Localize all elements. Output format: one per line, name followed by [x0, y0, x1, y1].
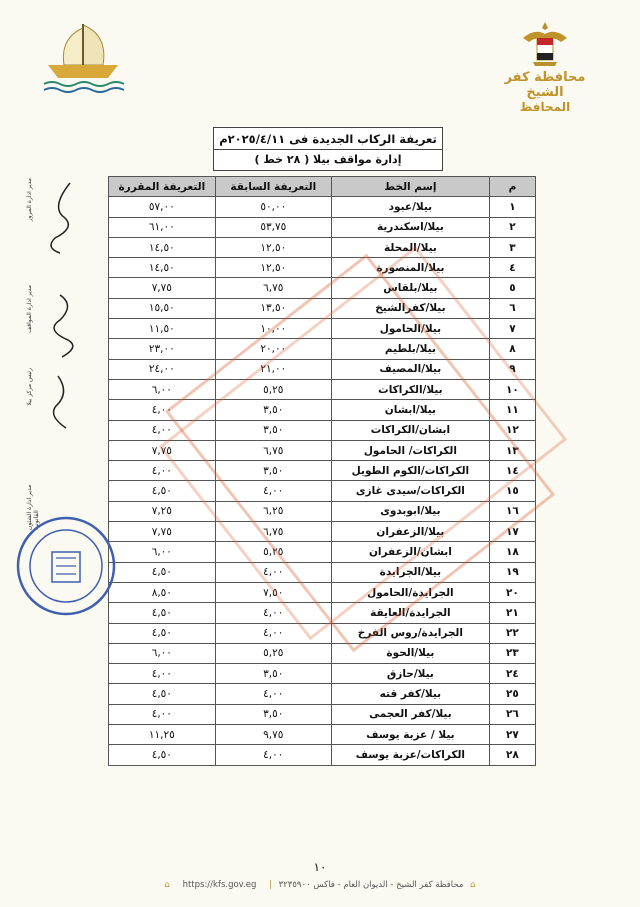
signature-icon: [40, 178, 80, 258]
governorate-name: محافظة كفر الشيخ: [504, 70, 586, 100]
line-name: بيلا/عبود: [331, 197, 489, 217]
new-fare: ٤,٥٠: [109, 623, 216, 643]
new-fare: ٤,٠٠: [109, 400, 216, 420]
table-row: [109, 461, 536, 481]
website-link[interactable]: https://kfs.gov.eg: [182, 880, 257, 890]
previous-fare: ٤,٠٠: [215, 603, 331, 623]
row-number: ٢٦: [489, 704, 535, 724]
footer-text: محافظة كفر الشيخ - الديوان العام - فاكس ٣٢٣٥٩٠٠: [278, 880, 464, 890]
table-row: [109, 623, 536, 643]
row-number: ٢٥: [489, 684, 535, 704]
line-name: بيلا/الجرايدة: [331, 562, 489, 582]
document-title: تعريفة الركاب الجديدة فى ٢٠٢٥/٤/١١م: [214, 128, 442, 150]
line-name: بيلا/حازق: [331, 664, 489, 684]
line-name: بيلا/بلقاس: [331, 278, 489, 298]
signature-label: مدير ادارة المواقف: [26, 285, 33, 334]
bullet-icon: ⌂: [164, 880, 170, 890]
new-fare: ٤,٠٠: [109, 704, 216, 724]
table-row: [109, 643, 536, 663]
previous-fare: ٣,٥٠: [215, 461, 331, 481]
row-number: ٧: [489, 319, 535, 339]
signature-label: رئيس مركز بيلا: [26, 368, 33, 406]
line-name: بيلا / عزبة يوسف: [331, 725, 489, 745]
signature-label: مدير ادارة الشئون القانونية: [26, 484, 40, 530]
table-row: [109, 237, 536, 257]
header-new-fare: التعريفة المقررة: [109, 177, 216, 197]
governorate-logo: [490, 18, 600, 114]
table-row: [109, 481, 536, 501]
new-fare: ٤,٠٠: [109, 664, 216, 684]
previous-fare: ٦,٢٥: [215, 501, 331, 521]
previous-fare: ٦,٧٥: [215, 522, 331, 542]
table-row: [109, 278, 536, 298]
row-number: ٢: [489, 217, 535, 237]
previous-fare: ٥٣,٧٥: [215, 217, 331, 237]
signature-icon: [40, 285, 85, 365]
row-number: ٢٢: [489, 623, 535, 643]
previous-fare: ٣,٥٠: [215, 400, 331, 420]
new-fare: ٤,٠٠: [109, 420, 216, 440]
line-name: بيلا/المنصورة: [331, 258, 489, 278]
round-seal-icon: [12, 512, 120, 620]
signature-icon: [40, 368, 80, 438]
new-fare: ٦,٠٠: [109, 542, 216, 562]
line-name: بيلا/ابوبدوى: [331, 501, 489, 521]
document-subtitle: إدارة مواقف بيلا ( ٢٨ خط ): [254, 153, 402, 166]
table-row: [109, 217, 536, 237]
bullet-icon: |: [269, 880, 272, 890]
table-body: [109, 197, 536, 765]
row-number: ٨: [489, 339, 535, 359]
row-number: ١٠: [489, 379, 535, 399]
table-row: [109, 684, 536, 704]
table-row: [109, 319, 536, 339]
title-box: [213, 127, 443, 171]
table-row: [109, 603, 536, 623]
row-number: ٢١: [489, 603, 535, 623]
new-fare: ١١,٢٥: [109, 725, 216, 745]
new-fare: ١٤,٥٠: [109, 258, 216, 278]
sailboat-icon: [38, 20, 128, 95]
table-row: [109, 258, 536, 278]
previous-fare: ٥,٢٥: [215, 643, 331, 663]
line-name: بيلا/الحامول: [331, 319, 489, 339]
header-previous-fare: التعريفة السابقة: [215, 177, 331, 197]
previous-fare: ١٢,٥٠: [215, 258, 331, 278]
new-fare: ٥٧,٠٠: [109, 197, 216, 217]
table-row: [109, 664, 536, 684]
row-number: ١٨: [489, 542, 535, 562]
line-name: الجرايدة/الحامول: [331, 582, 489, 602]
table-row: [109, 562, 536, 582]
row-number: ١٧: [489, 522, 535, 542]
header-number: م: [489, 177, 535, 197]
new-fare: ٧,٧٥: [109, 440, 216, 460]
previous-fare: ١٠,٠٠: [215, 319, 331, 339]
new-fare: ٢٣,٠٠: [109, 339, 216, 359]
table-row: [109, 379, 536, 399]
previous-fare: ١٢,٥٠: [215, 237, 331, 257]
previous-fare: ٤,٠٠: [215, 623, 331, 643]
new-fare: ٤,٥٠: [109, 684, 216, 704]
previous-fare: ٦,٧٥: [215, 278, 331, 298]
new-fare: ٦,٠٠: [109, 379, 216, 399]
table-row: [109, 501, 536, 521]
row-number: ١٩: [489, 562, 535, 582]
new-fare: ٦,٠٠: [109, 643, 216, 663]
new-fare: ١٤,٥٠: [109, 237, 216, 257]
line-name: بيلا/المصيف: [331, 359, 489, 379]
table-row: [109, 298, 536, 318]
table-row: [109, 359, 536, 379]
line-name: بيلا/الكراكات: [331, 379, 489, 399]
line-name: الكراكات/ الحامول: [331, 440, 489, 460]
previous-fare: ١٣,٥٠: [215, 298, 331, 318]
new-fare: ٧,٧٥: [109, 522, 216, 542]
table-row: [109, 400, 536, 420]
row-number: ١١: [489, 400, 535, 420]
row-number: ٢٧: [489, 725, 535, 745]
bullet-icon: ⌂: [470, 880, 476, 890]
table-row: [109, 420, 536, 440]
new-fare: ٤,٥٠: [109, 481, 216, 501]
previous-fare: ٤,٠٠: [215, 481, 331, 501]
new-fare: ١١,٥٠: [109, 319, 216, 339]
table-row: [109, 440, 536, 460]
line-name: بيلا/كفر العجمى: [331, 704, 489, 724]
previous-fare: ٢١,٠٠: [215, 359, 331, 379]
office-name: المحافظ: [519, 100, 571, 114]
line-name: الجرايدة/روس الفرخ: [331, 623, 489, 643]
fares-table: [108, 176, 536, 766]
previous-fare: ٢٠,٠٠: [215, 339, 331, 359]
line-name: الكراكات/سيدى غازى: [331, 481, 489, 501]
table-row: [109, 339, 536, 359]
page-number: ١٠: [313, 860, 327, 874]
row-number: ٢٨: [489, 745, 535, 765]
previous-fare: ٤,٠٠: [215, 745, 331, 765]
footer: [0, 880, 640, 890]
row-number: ١٦: [489, 501, 535, 521]
new-fare: ٤,٥٠: [109, 603, 216, 623]
line-name: بيلا/الحوة: [331, 643, 489, 663]
new-fare: ٤,٠٠: [109, 461, 216, 481]
table-row: [109, 522, 536, 542]
line-name: بيلا/الزعفران: [331, 522, 489, 542]
line-name: بيلا/بلطيم: [331, 339, 489, 359]
new-fare: ٤,٥٠: [109, 562, 216, 582]
line-name: الجرايدة/العايقة: [331, 603, 489, 623]
table-row: [109, 725, 536, 745]
previous-fare: ٥,٢٥: [215, 379, 331, 399]
row-number: ٢٤: [489, 664, 535, 684]
table-header-row: [109, 177, 536, 197]
line-name: ابشان/الكراكات: [331, 420, 489, 440]
previous-fare: ٥,٢٥: [215, 542, 331, 562]
eagle-emblem-icon: [515, 18, 575, 68]
line-name: ابشان/الزعفران: [331, 542, 489, 562]
new-fare: ١٥,٥٠: [109, 298, 216, 318]
table-row: [109, 542, 536, 562]
table-row: [109, 704, 536, 724]
new-fare: ٨,٥٠: [109, 582, 216, 602]
previous-fare: ٥٠,٠٠: [215, 197, 331, 217]
previous-fare: ٣,٥٠: [215, 664, 331, 684]
row-number: ٢٠: [489, 582, 535, 602]
new-fare: ٧,٧٥: [109, 278, 216, 298]
table-row: [109, 197, 536, 217]
row-number: ١٥: [489, 481, 535, 501]
previous-fare: ٩,٧٥: [215, 725, 331, 745]
previous-fare: ٦,٧٥: [215, 440, 331, 460]
new-fare: ٤,٥٠: [109, 745, 216, 765]
line-name: بيلا/كفر قته: [331, 684, 489, 704]
row-number: ١: [489, 197, 535, 217]
previous-fare: ٣,٥٠: [215, 704, 331, 724]
row-number: ١٢: [489, 420, 535, 440]
new-fare: ٧,٢٥: [109, 501, 216, 521]
row-number: ١٣: [489, 440, 535, 460]
row-number: ٦: [489, 298, 535, 318]
line-name: بيلا/اسكندرية: [331, 217, 489, 237]
row-number: ٤: [489, 258, 535, 278]
line-name: بيلا/ابشان: [331, 400, 489, 420]
previous-fare: ٤,٠٠: [215, 684, 331, 704]
boat-logo: [38, 20, 128, 99]
table-row: [109, 745, 536, 765]
header-line-name: إسم الخط: [331, 177, 489, 197]
previous-fare: ٣,٥٠: [215, 420, 331, 440]
line-name: الكراكات/عزبة يوسف: [331, 745, 489, 765]
row-number: ٩: [489, 359, 535, 379]
new-fare: ٢٤,٠٠: [109, 359, 216, 379]
previous-fare: ٧,٥٠: [215, 582, 331, 602]
row-number: ١٤: [489, 461, 535, 481]
row-number: ٢٣: [489, 643, 535, 663]
row-number: ٥: [489, 278, 535, 298]
line-name: بيلا/كفرالشيخ: [331, 298, 489, 318]
previous-fare: ٤,٠٠: [215, 562, 331, 582]
new-fare: ٦١,٠٠: [109, 217, 216, 237]
line-name: بيلا/المحلة: [331, 237, 489, 257]
signature-label: مدير ادارة المرور: [26, 178, 33, 222]
table-row: [109, 582, 536, 602]
line-name: الكراكات/الكوم الطويل: [331, 461, 489, 481]
row-number: ٣: [489, 237, 535, 257]
